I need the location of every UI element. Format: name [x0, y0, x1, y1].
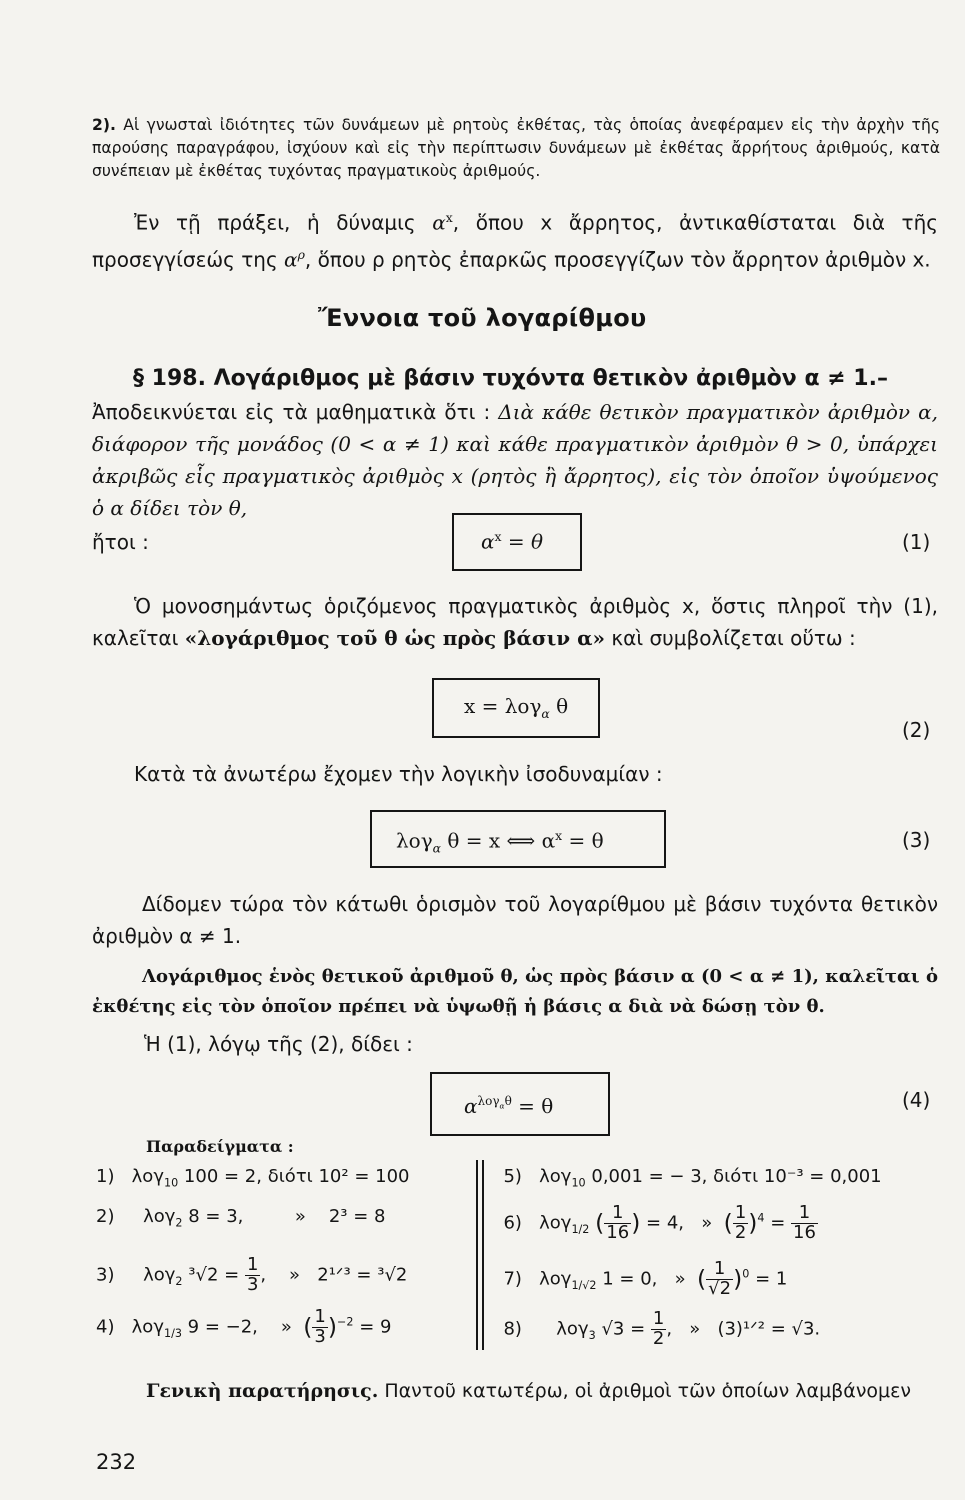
intro-text-1: Ἐν τῇ πράξει, ἡ δύναμις — [134, 210, 416, 235]
ex4-lparen: ( — [303, 1312, 313, 1341]
general-text: Παντοῦ κατωτέρω, οἱ ἀριθμοὶ τῶν ὁποίων λαμβάνομεν — [384, 1380, 912, 1402]
ex6-frac-den: 16 — [606, 1221, 630, 1243]
ex8-root: √3 = — [595, 1318, 651, 1340]
ex4-fraction — [312, 1308, 327, 1347]
equivalence-paragraph: Κατὰ τὰ ἀνωτέρω ἔχομεν τὴν λογικὴν ἰσοδυναμίαν : — [134, 762, 663, 786]
ex6-ditto: » — [701, 1212, 713, 1234]
ex4-sub: 1/3 — [163, 1326, 182, 1340]
eq2-label: (2) — [902, 718, 931, 742]
theorem-paragraph — [92, 396, 938, 524]
eq1-rhs: = θ — [501, 529, 544, 554]
eq3-mid: θ = x ⟺ α — [441, 828, 556, 853]
ex5-proof: 10⁻³ = 0,001 — [763, 1166, 882, 1187]
intro-exp-x: x — [445, 210, 453, 225]
ex6-pfraction — [733, 1204, 748, 1243]
ex6-lparen: ( — [595, 1208, 605, 1237]
ex8-num: 8) — [503, 1318, 522, 1340]
ex4-peq: = 9 — [353, 1316, 392, 1338]
ex6-fraction — [604, 1204, 631, 1243]
ex2-num: 2) — [96, 1206, 115, 1227]
page-number: 232 — [96, 1450, 137, 1474]
ex3-eq: = — [218, 1264, 245, 1286]
ex7-log: λογ — [539, 1268, 572, 1290]
eq4-formula — [464, 1094, 553, 1118]
footnote-text: Αἱ γνωσταὶ ἰδιότητες τῶν δυνάμεων μὲ ρητοὺς ἐκθέτας, τὰς ὁποίας ἀνεφέραμεν εἰς τὴν ἀρχὴν τῆς παρούσης παραγράφου, ἰσχύουν καὶ εἰς τὴν περίπτωσιν δυνάμεων μὲ ἐκθέτας ἄρρήτους ἀριθμούς, κατὰ συνέπειαν μὲ ἐκθέτας τυχόντας πραγματικοὺς ἀριθμούς. — [92, 116, 940, 180]
ex7-pexp: 0 — [742, 1267, 750, 1281]
eq4-base: α — [464, 1094, 478, 1118]
ex4-log: λογ — [131, 1316, 164, 1338]
ex6-rfrac-den: 16 — [793, 1221, 816, 1243]
ex3-sub: 2 — [175, 1274, 183, 1288]
ex8-frac-num: 1 — [652, 1308, 665, 1329]
def-term: «λογάριθμος τοῦ θ ὡς πρὸς βάσιν α» — [184, 626, 606, 650]
definition-paragraph — [92, 590, 938, 654]
eq3-formula — [396, 828, 604, 856]
eq3-label: (3) — [902, 828, 931, 852]
eq3-rhs: = θ — [562, 828, 604, 853]
intro-base: α — [432, 210, 446, 235]
examples-divider-2 — [482, 1160, 484, 1350]
ex4-num: 4) — [96, 1316, 115, 1338]
intro-text-2: , ὅπου x ἄρρητος, ἀντικαθίσταται διὰ τῆς προσεγγίσεώς της — [92, 210, 938, 272]
example-1 — [96, 1166, 410, 1190]
eq1-exp: x — [494, 529, 502, 544]
ex1-num: 1) — [96, 1166, 115, 1187]
intro-exp-rho: ρ — [297, 246, 305, 262]
ex3-fraction — [245, 1256, 260, 1295]
ex7-rparen: ) — [733, 1264, 743, 1293]
ex4-pexp: −2 — [337, 1315, 354, 1329]
ex6-pfrac-num: 1 — [734, 1202, 747, 1223]
example-6: 6) λογ$_{1/2}$ ( $\frac{1}{16}$ ) = 4, » ( $\frac{1}{2}$ )$^4$ = $\frac{1}{16}$ — [503, 1202, 816, 1243]
ex7-frac-num: 1 — [706, 1260, 733, 1280]
ex8-fraction — [651, 1310, 666, 1349]
ex6-pexp: 4 — [757, 1211, 765, 1225]
ex7-peq: = 1 — [749, 1268, 788, 1290]
ex2-ditto: » — [294, 1206, 306, 1227]
intro-text-3: , ὅπου ρ ρητὸς ἐπαρκῶς προσεγγίζων τὸν ἄρρητον ἀριθμὸν x. — [304, 247, 931, 272]
eq3-lhs: λογ — [396, 828, 433, 853]
eq3-sub: α — [432, 840, 442, 856]
ex1-proof: 10² = 100 — [318, 1166, 410, 1187]
ex7-frac-den: √2 — [708, 1277, 732, 1299]
eq4-exp: λογ — [477, 1094, 500, 1109]
ex8-log: λογ — [556, 1318, 589, 1340]
ex8-frac-den: 2 — [652, 1327, 665, 1349]
ex3-ditto: » — [289, 1264, 301, 1286]
ex7-ditto: » — [674, 1268, 686, 1290]
eq2-formula — [464, 694, 568, 721]
eq2-rhs: θ — [549, 694, 569, 718]
section-heading: Ἔννοια τοῦ λογαρίθμου — [318, 304, 647, 332]
ex6-arg: = 4, — [640, 1212, 685, 1234]
theorem-text: Διὰ κάθε θετικὸν πραγματικὸν ἀριθμὸν α, διάφορον τῆς μονάδος (0 < α ≠ 1) καὶ κάθε πραγματικὸν ἀριθμὸν θ > 0, ὑπάρχει ἀκριβῶς εἷς πραγματικὸς ἀριθμὸς x (ρητὸς ἢ ἄρρητος), εἰς τὸν ὁποῖον ὑψούμενος ὁ α δίδει τὸν θ, — [92, 400, 938, 520]
ex7-lparen: ( — [697, 1264, 707, 1293]
ex5-sub: 10 — [571, 1176, 586, 1190]
ex1-dioti: διότι — [267, 1166, 313, 1187]
general-remark — [146, 1380, 911, 1402]
footnote-marker: 2). — [92, 116, 116, 134]
ex6-frac-num: 1 — [604, 1204, 631, 1224]
ex4-rparen: ) — [327, 1312, 338, 1341]
ex1-sub: 10 — [163, 1176, 179, 1190]
def-text-1: Ὁ μονοσημάντως ὁριζόμενος πραγματικὸς ἀριθμὸς x, ὅστις πληροῖ τὴν (1), καλεῖται — [92, 594, 938, 650]
ex3-frac-den: 3 — [246, 1273, 259, 1295]
ex7-sub: 1/√2 — [571, 1278, 597, 1292]
ex8-proof: (3)¹ᐟ² = √3. — [717, 1318, 821, 1340]
ex8-comma: , — [666, 1318, 673, 1340]
next-paragraph: Δίδομεν τώρα τὸν κάτωθι ὁρισμὸν τοῦ λογαρίθμου μὲ βάσιν τυχόντα θετικὸν ἀριθμὸν α ≠ 1. — [92, 892, 938, 948]
ex1-log: λογ — [131, 1166, 164, 1187]
ex5-num: 5) — [503, 1166, 522, 1187]
intro-paragraph — [92, 202, 938, 275]
eq4-exp-tail: θ — [504, 1094, 512, 1109]
examples-title: Παραδείγματα : — [146, 1137, 294, 1156]
intro-base-2: α — [284, 247, 298, 272]
ex2-arg: 8 = 3, — [182, 1206, 244, 1227]
ex5-dioti: διότι — [713, 1166, 759, 1187]
eq1-label: (1) — [902, 530, 931, 554]
ex8-sub: 3 — [588, 1328, 596, 1342]
eq1-prefix: ἤτοι : — [92, 530, 149, 554]
ex8-ditto: » — [689, 1318, 701, 1340]
ex6-log: λογ — [539, 1212, 572, 1234]
ex6-num: 6) — [503, 1212, 522, 1234]
ex4-ditto: » — [280, 1316, 292, 1338]
example-5 — [492, 1166, 882, 1190]
ex2-log: λογ — [143, 1206, 176, 1227]
ex5-arg: 0,001 = − 3, — [585, 1166, 708, 1187]
ex1-arg: 100 = 2, — [178, 1166, 262, 1187]
ex4-frac-den: 3 — [314, 1325, 326, 1347]
example-7 — [492, 1260, 787, 1299]
log-definition: Λογάριθμος ἑνὸς θετικοῦ ἀριθμοῦ θ, ὡς πρὸς βάσιν α (0 < α ≠ 1), καλεῖται ὁ ἐκθέτης εἰς τὸν ὁποῖον πρέπει νὰ ὑψωθῇ ἡ βάσις α διὰ νὰ δώσῃ τὸν θ. — [92, 966, 938, 1017]
ex3-proof: 2¹ᐟ³ = ³√2 — [317, 1264, 408, 1286]
footnote — [92, 114, 940, 183]
ex7-num: 7) — [503, 1268, 522, 1290]
eq2-sub: α — [541, 706, 550, 721]
eq4-rhs: = θ — [511, 1094, 554, 1118]
ex3-num: 3) — [96, 1264, 115, 1286]
ex6-rparen: ) — [631, 1208, 641, 1237]
ex7-fraction — [706, 1260, 733, 1299]
ex6-rfraction — [791, 1204, 818, 1243]
eq2-lhs: x = λογ — [464, 694, 542, 718]
eq4-exp-sub: α — [499, 1101, 505, 1111]
ex3-log: λογ — [143, 1264, 176, 1286]
section-title: § 198. Λογάριθμος μὲ βάσιν τυχόντα θετικὸν ἀριθμὸν α ≠ 1.– — [133, 366, 888, 391]
ex4-arg: 9 = −2, — [181, 1316, 258, 1338]
example-3 — [96, 1256, 407, 1295]
examples-divider-1 — [476, 1160, 478, 1350]
ex2-sub: 2 — [175, 1216, 183, 1230]
eq4-label: (4) — [902, 1088, 931, 1112]
ex6-sub: 1/2 — [571, 1222, 590, 1236]
ex3-frac-num: 1 — [246, 1254, 259, 1275]
ex7-arg: 1 = 0, — [596, 1268, 658, 1290]
h-paragraph: Ἡ (1), λόγῳ τῆς (2), δίδει : — [144, 1032, 413, 1056]
ex3-comma: , — [260, 1264, 267, 1286]
ex2-proof: 2³ = 8 — [328, 1206, 386, 1227]
ex6-prparen: ) — [748, 1208, 758, 1237]
ex5-log: λογ — [539, 1166, 572, 1187]
eq1-formula — [481, 529, 543, 554]
example-2 — [96, 1206, 385, 1230]
eq1-base: α — [481, 529, 495, 554]
ex6-plparen: ( — [723, 1208, 733, 1237]
ex6-rfrac-num: 1 — [791, 1204, 818, 1224]
example-4 — [96, 1308, 391, 1347]
ex4-frac-num: 1 — [314, 1306, 326, 1327]
theorem-lead: Ἀποδεικνύεται εἰς τὰ μαθηματικὰ ὅτι : — [92, 400, 491, 424]
ex6-pfrac-den: 2 — [734, 1221, 747, 1243]
general-bold: Γενικὴ παρατήρησις. — [146, 1380, 379, 1402]
def-text-2: καὶ συμβολίζεται οὕτω : — [611, 626, 856, 650]
example-8 — [492, 1310, 820, 1349]
eq3-exp: x — [555, 828, 563, 843]
ex3-root: ³√2 — [188, 1264, 219, 1286]
